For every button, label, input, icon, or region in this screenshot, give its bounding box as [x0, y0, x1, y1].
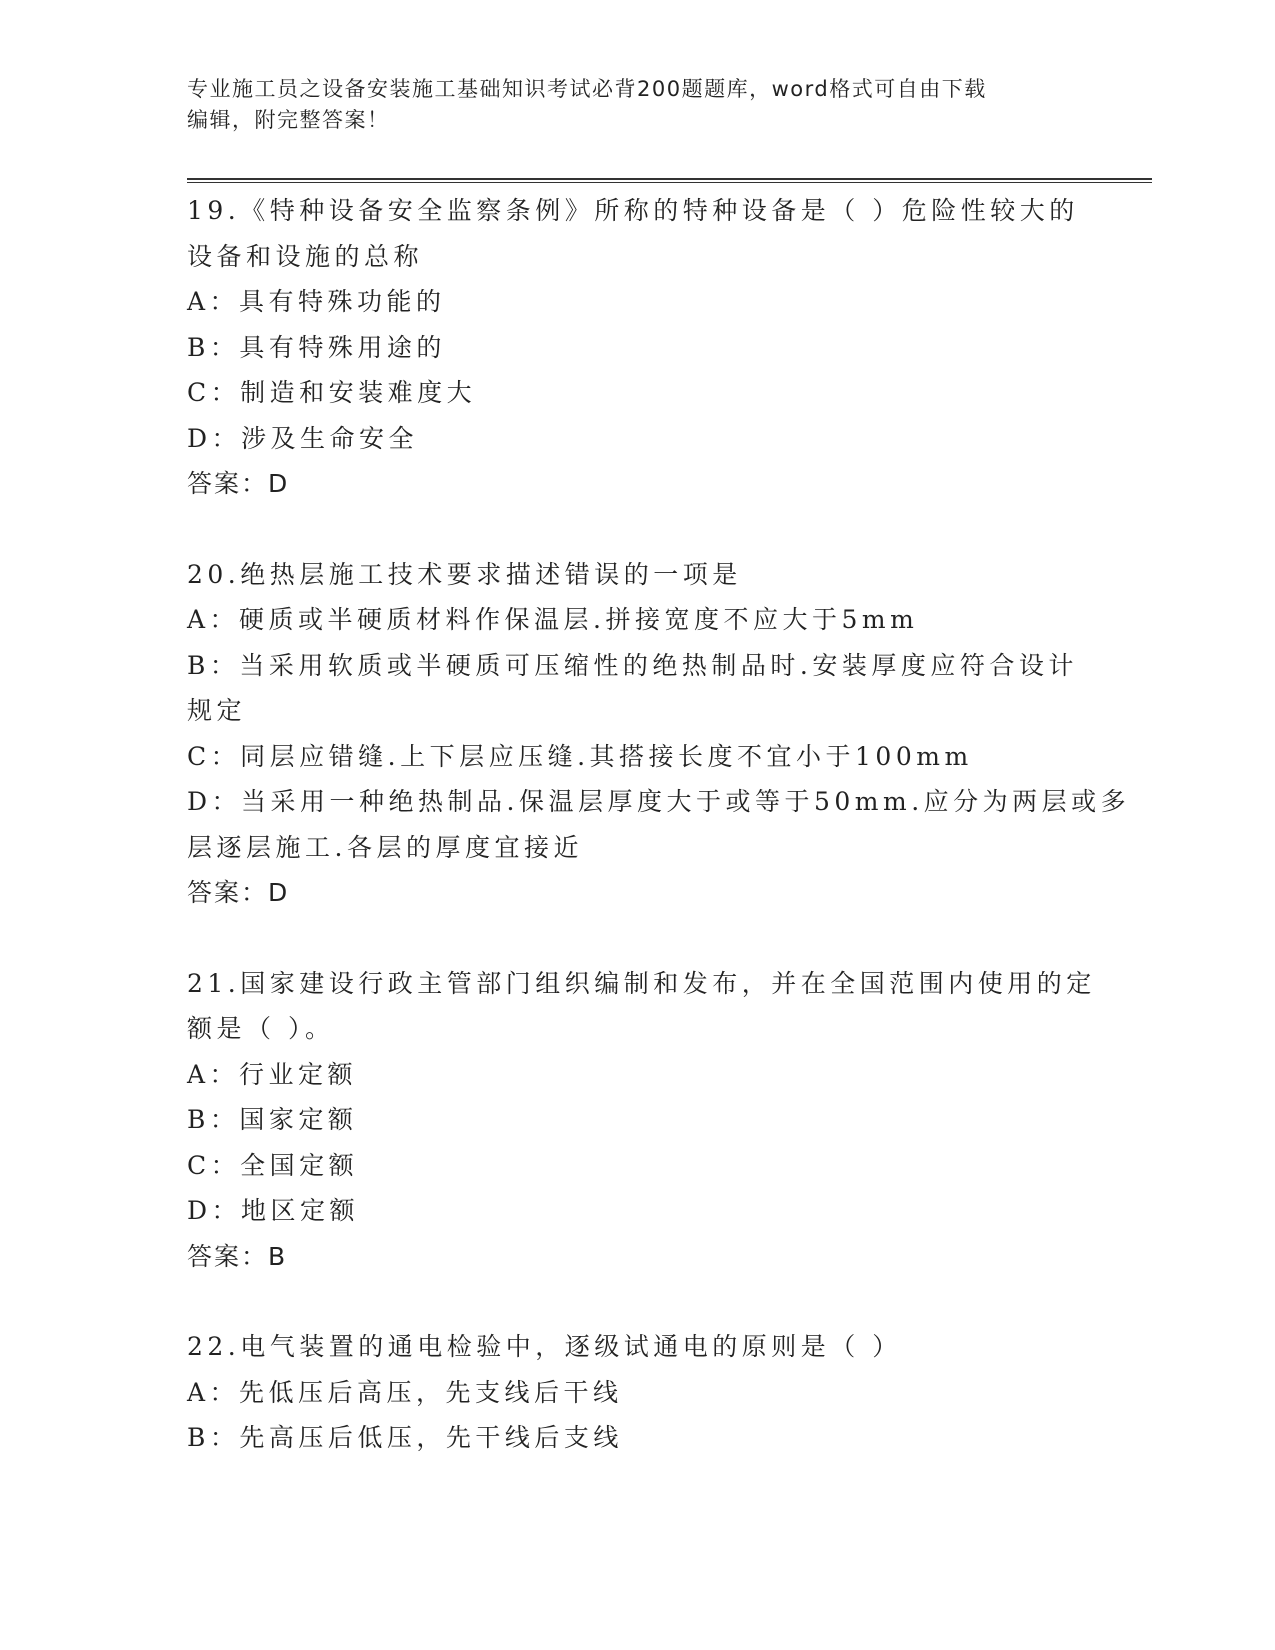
question-stem-line: 额是（ ）。 — [187, 1014, 335, 1043]
question-stem-line: 设备和设施的总称 — [187, 241, 424, 271]
option-a: A：先低压后高压，先支线后干线 — [187, 1377, 623, 1407]
question-list — [187, 188, 1131, 1506]
option-a: A：行业定额 — [187, 1059, 358, 1089]
option-c: C：制造和安装难度大 — [187, 378, 477, 407]
question-stem-line: 21.国家建设行政主管部门组织编制和发布，并在全国范围内使用的定 — [187, 968, 1096, 998]
page-header — [187, 74, 1067, 136]
question-20 — [187, 552, 1131, 916]
option-b-continued: 规定 — [187, 696, 247, 725]
option-b: B：当采用软质或半硬质可压缩性的绝热制品时.安装厚度应符合设计 — [187, 650, 1078, 680]
option-a: A：硬质或半硬质材料作保温层.拼接宽度不应大于5mm — [187, 605, 919, 634]
question-19 — [187, 188, 1087, 507]
option-b: B：国家定额 — [187, 1105, 358, 1134]
question-stem-line: 22.电气装置的通电检验中，逐级试通电的原则是（ ） — [187, 1332, 902, 1361]
option-c: C：同层应错缝.上下层应压缝.其搭接长度不宜小于100mm — [187, 741, 973, 771]
question-22 — [187, 1324, 1087, 1461]
option-d-continued: 层逐层施工.各层的厚度宜接近 — [187, 832, 583, 862]
option-d: D：涉及生命安全 — [187, 423, 419, 453]
option-d: D：当采用一种绝热制品.保温层厚度大于或等于50mm.应分为两层或多 — [187, 787, 1131, 816]
header-line-1: 专业施工员之设备安装施工基础知识考试必背200题题库，word格式可自由下载 — [187, 77, 987, 101]
header-line-2: 编辑，附完整答案！ — [187, 108, 390, 132]
answer-line: 答案：D — [187, 878, 290, 907]
question-stem-line: 19.《特种设备安全监察条例》所称的特种设备是（ ）危险性较大的 — [187, 196, 1079, 225]
option-c: C：全国定额 — [187, 1150, 359, 1180]
header-divider — [187, 178, 1152, 183]
option-a: A：具有特殊功能的 — [187, 287, 446, 316]
question-stem-line: 20.绝热层施工技术要求描述错误的一项是 — [187, 559, 742, 589]
option-d: D：地区定额 — [187, 1196, 360, 1225]
option-b: B：具有特殊用途的 — [187, 332, 446, 362]
answer-line: 答案：B — [187, 1241, 288, 1271]
question-21 — [187, 961, 1096, 1280]
option-b: B：先高压后低压，先干线后支线 — [187, 1423, 623, 1452]
answer-line: 答案：D — [187, 469, 290, 498]
